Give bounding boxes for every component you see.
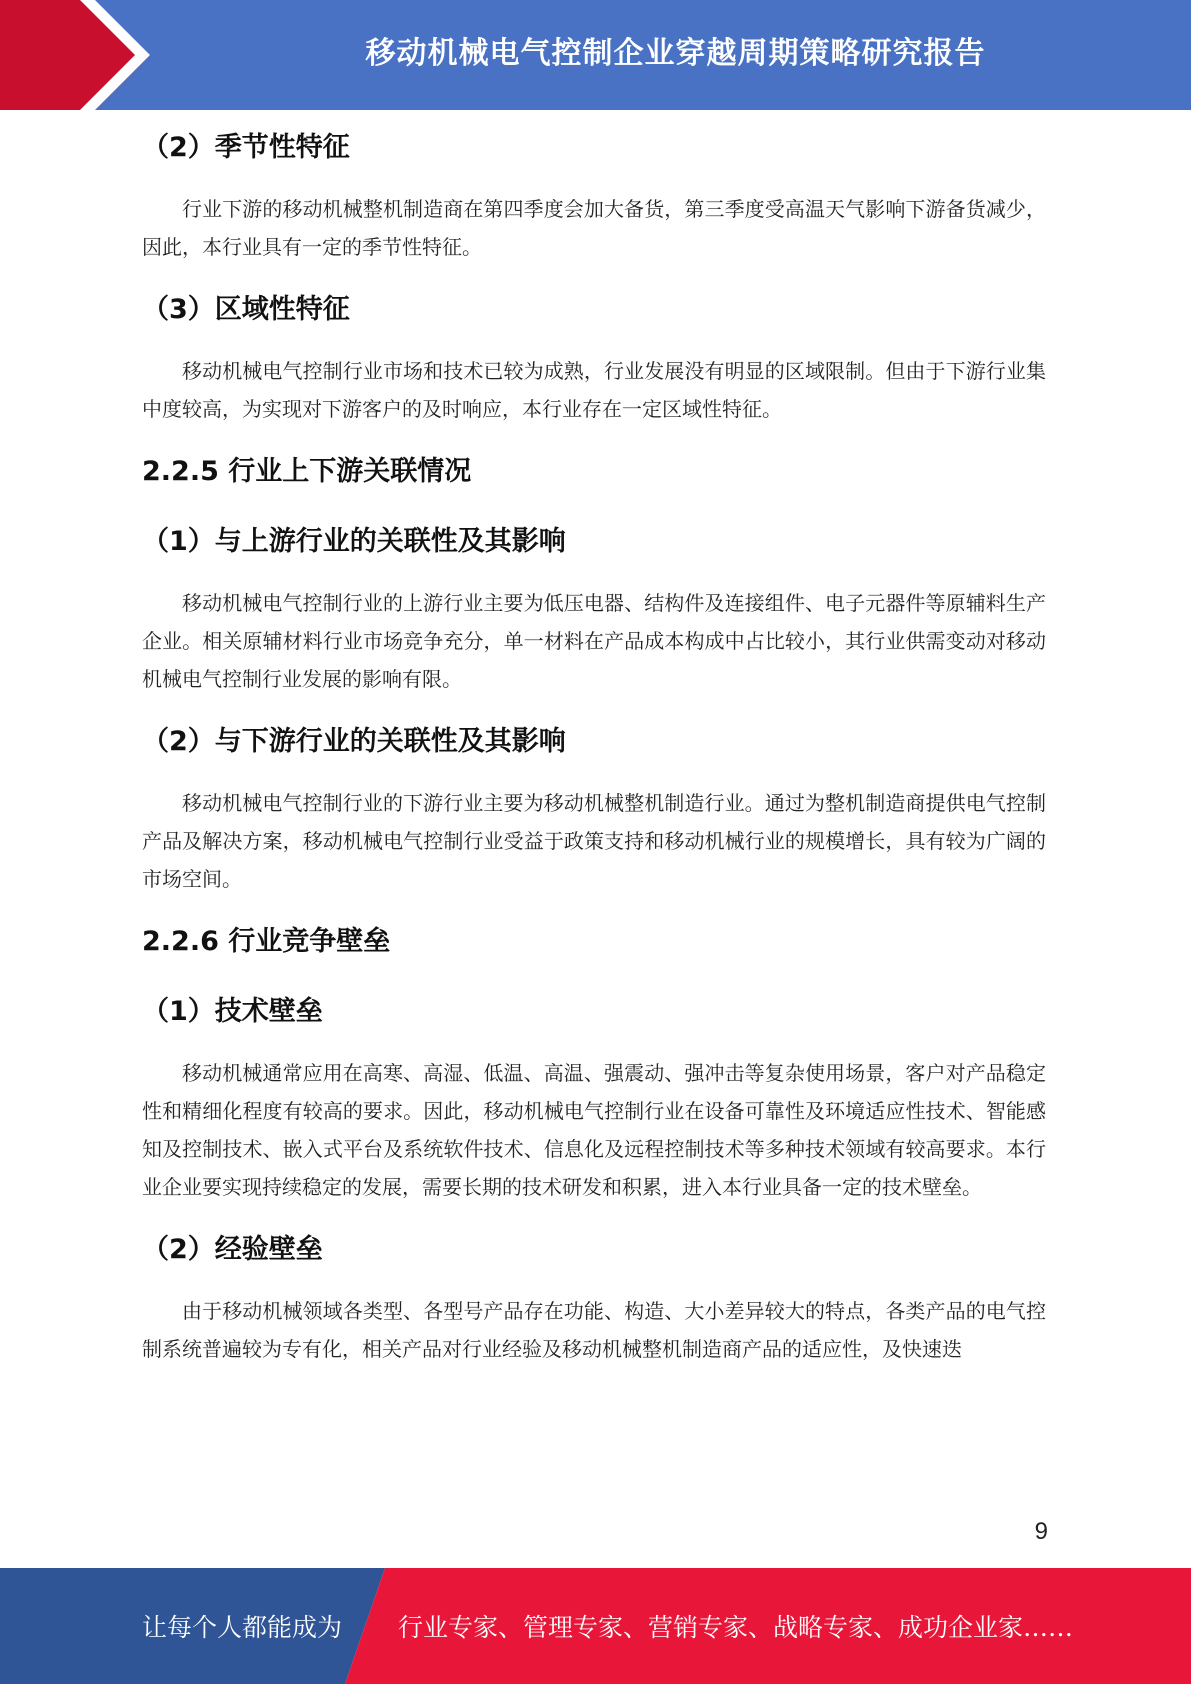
section-paragraph: 行业下游的移动机械整机制造商在第四季度会加大备货，第三季度受高温天气影响下游备货减少，因此，本行业具有一定的季节性特征。 bbox=[142, 197, 1046, 259]
section-paragraph: 移动机械电气控制行业市场和技术已较为成熟，行业发展没有明显的区域限制。但由于下游行业集中度较高，为实现对下游客户的及时响应，本行业存在一定区域性特征。 bbox=[142, 359, 1046, 421]
section-heading: （3）区域性特征 bbox=[142, 294, 350, 325]
page-footer bbox=[0, 1568, 1191, 1684]
subsection-heading: 2.2.6 行业竞争壁垒 bbox=[142, 926, 391, 957]
section-paragraph: 移动机械通常应用在高寒、高湿、低温、高温、强震动、强冲击等复杂使用场景，客户对产品稳定性和精细化程度有较高的要求。因此，移动机械电气控制行业在设备可靠性及环境适应性技术、智能感知及控制技术、嵌入式平台及系统软件技术、信息化及远程控制技术等多种技术领域有较高要求。本行业企业要实现持续稳定的发展，需要长期的技术研发和积累，进入本行业具备一定的技术壁垒。 bbox=[142, 1061, 1046, 1199]
report-title: 移动机械电气控制企业穿越周期策略研究报告 bbox=[365, 36, 986, 71]
section-heading: （2）季节性特征 bbox=[142, 132, 350, 163]
page-number: 9 bbox=[1034, 1518, 1048, 1545]
footer-slogan-right: 行业专家、管理专家、营销专家、战略专家、成功企业家…… bbox=[398, 1613, 1074, 1642]
section-paragraph: 由于移动机械领域各类型、各型号产品存在功能、构造、大小差异较大的特点，各类产品的电气控制系统普遍较为专有化，相关产品对行业经验及移动机械整机制造商产品的适应性，及快速迭 bbox=[142, 1299, 1046, 1361]
document-body bbox=[142, 128, 1046, 1368]
section-paragraph: 移动机械电气控制行业的下游行业主要为移动机械整机制造行业。通过为整机制造商提供电气控制产品及解决方案，移动机械电气控制行业受益于政策支持和移动机械行业的规模增长，具有较为广阔的市场空间。 bbox=[142, 791, 1046, 891]
section-heading: （2）经验壁垒 bbox=[142, 1234, 323, 1265]
footer-slogan-left: 让每个人都能成为 bbox=[142, 1613, 343, 1642]
section-heading: （2）与下游行业的关联性及其影响 bbox=[142, 726, 566, 757]
section-heading: （1）技术壁垒 bbox=[142, 996, 323, 1027]
section-heading: （1）与上游行业的关联性及其影响 bbox=[142, 526, 566, 557]
section-paragraph: 移动机械电气控制行业的上游行业主要为低压电器、结构件及连接组件、电子元器件等原辅料生产企业。相关原辅材料行业市场竞争充分，单一材料在产品成本构成中占比较小，其行业供需变动对移动机械电气控制行业发展的影响有限。 bbox=[142, 591, 1046, 691]
subsection-heading: 2.2.5 行业上下游关联情况 bbox=[142, 456, 472, 487]
page-header bbox=[0, 0, 1191, 110]
